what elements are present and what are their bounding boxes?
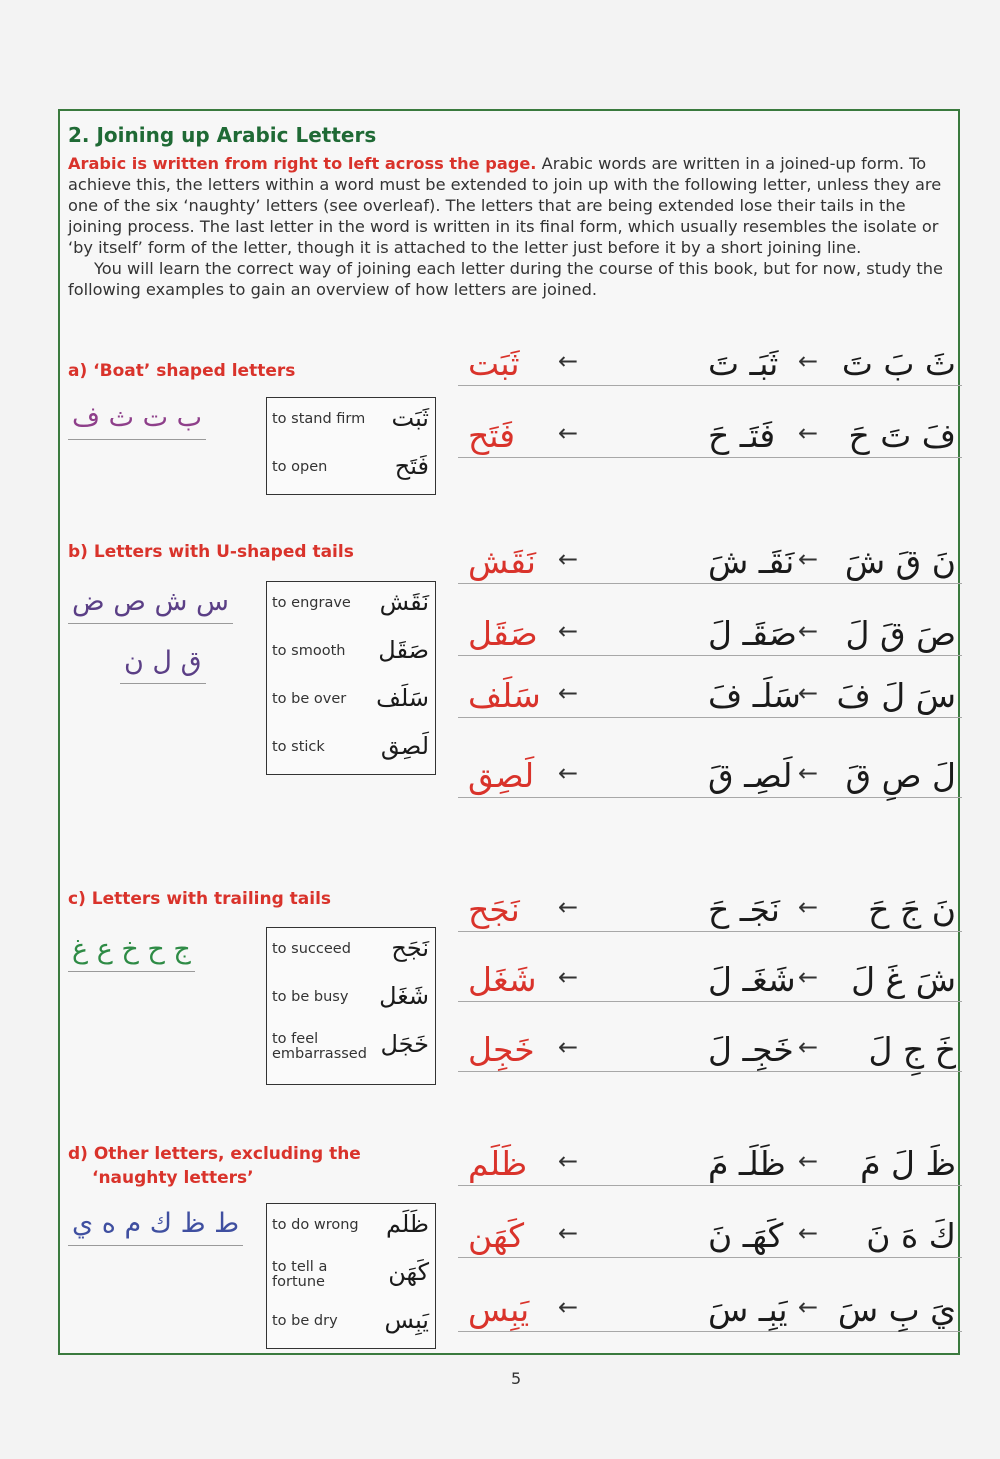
example-row bbox=[458, 397, 962, 458]
arrow-icon: ← bbox=[558, 1219, 579, 1247]
split-word: فَتَـ حَ bbox=[708, 416, 776, 455]
page-number: 5 bbox=[511, 1369, 522, 1388]
split-word: صَقَـ لَ bbox=[708, 614, 797, 653]
section-a-letters: ب ت ث ف bbox=[68, 401, 206, 440]
arrow-icon: ← bbox=[798, 1219, 819, 1247]
vocab-row bbox=[267, 1024, 435, 1084]
section-d-vocab-box bbox=[266, 1203, 436, 1349]
split-word: ثَبَـ تَ bbox=[708, 344, 779, 383]
joined-word: صَقَل bbox=[468, 614, 538, 653]
split-word: سَلَـ فَ bbox=[708, 676, 801, 715]
vocab-row bbox=[267, 1204, 435, 1252]
arrow-icon: ← bbox=[798, 1293, 819, 1321]
section-c-letters: ج ح خ ع غ bbox=[68, 933, 195, 972]
separate-letters: شَ غَ لَ bbox=[851, 960, 956, 999]
section-d-heading-line2: ‘naughty letters’ bbox=[92, 1168, 254, 1188]
section-a-heading: a) ‘Boat’ shaped letters bbox=[68, 361, 296, 381]
arrow-icon: ← bbox=[798, 893, 819, 921]
example-row bbox=[458, 871, 962, 932]
arrow-icon: ← bbox=[558, 617, 579, 645]
section-b-heading: b) Letters with U-shaped tails bbox=[68, 542, 354, 562]
vocab-english: to smooth bbox=[272, 643, 346, 659]
joined-word: سَلَف bbox=[468, 676, 541, 715]
arrow-icon: ← bbox=[558, 893, 579, 921]
example-row bbox=[458, 657, 962, 718]
vocab-english: to open bbox=[272, 459, 328, 475]
vocab-row bbox=[267, 582, 435, 630]
example-row bbox=[458, 1271, 962, 1332]
intro-paragraph-1 bbox=[68, 153, 954, 258]
separate-letters: لَ صِ قَ bbox=[845, 756, 956, 795]
separate-letters: ظَ لَ مَ bbox=[860, 1144, 956, 1183]
vocab-arabic: كَهَن bbox=[388, 1258, 429, 1286]
intro-body: Arabic words are written in a joined-up form. To achieve this, the letters within a word must be extended to join up with the following letter, unless they are one of the six ‘naughty’ letters (see overleaf). The letters that are being extended lose their tails in the joining process. The last letter in the word is written in its final form, which usually resembles the isolate or ‘by itself’ form of the letter, though it is attached to the letter just before it by a short joining line. bbox=[68, 154, 942, 257]
split-word: نَجَـ حَ bbox=[708, 890, 780, 929]
arrow-icon: ← bbox=[558, 1147, 579, 1175]
example-row bbox=[458, 325, 962, 386]
vocab-row bbox=[267, 630, 435, 678]
joined-word: شَغَل bbox=[468, 960, 537, 999]
example-row bbox=[458, 595, 962, 656]
split-word: كَهَـ نَ bbox=[708, 1216, 784, 1255]
split-word: ظَلَـ مَ bbox=[708, 1144, 786, 1183]
vocab-arabic: لَصِق bbox=[380, 732, 429, 760]
example-row bbox=[458, 1011, 962, 1072]
joined-word: لَصِق bbox=[468, 756, 535, 795]
vocab-arabic: شَغَل bbox=[379, 982, 429, 1010]
arrow-icon: ← bbox=[798, 1147, 819, 1175]
arrow-icon: ← bbox=[798, 617, 819, 645]
arrow-icon: ← bbox=[798, 679, 819, 707]
vocab-english: to be dry bbox=[272, 1313, 338, 1329]
vocab-row bbox=[267, 446, 435, 494]
separate-letters: نَ قَ شَ bbox=[844, 542, 956, 581]
separate-letters: نَ جَ حَ bbox=[868, 890, 956, 929]
arrow-icon: ← bbox=[558, 759, 579, 787]
separate-letters: يَ بِ سَ bbox=[837, 1290, 956, 1329]
vocab-arabic: نَقَش bbox=[379, 588, 429, 616]
example-row bbox=[458, 523, 962, 584]
section-b-vocab-box bbox=[266, 581, 436, 775]
separate-letters: كَ هَ نَ bbox=[866, 1216, 956, 1255]
arrow-icon: ← bbox=[798, 1033, 819, 1061]
vocab-english: to tell a fortune bbox=[272, 1259, 328, 1290]
vocab-row bbox=[267, 1300, 435, 1348]
split-word: خَجِـ لَ bbox=[708, 1030, 794, 1069]
arrow-icon: ← bbox=[798, 963, 819, 991]
section-d-letters: ط ظ ك م ه ي bbox=[68, 1207, 243, 1246]
arrow-icon: ← bbox=[558, 545, 579, 573]
vocab-row bbox=[267, 928, 435, 976]
joined-word: ثَبَت bbox=[468, 344, 520, 383]
vocab-english: to stand firm bbox=[272, 411, 366, 427]
section-d-heading bbox=[68, 1142, 361, 1190]
vocab-english: to stick bbox=[272, 739, 325, 755]
example-row bbox=[458, 941, 962, 1002]
split-word: نَقَـ شَ bbox=[708, 542, 795, 581]
section-c-vocab-box bbox=[266, 927, 436, 1085]
vocab-arabic: فَتَح bbox=[394, 452, 429, 480]
joined-word: ظَلَم bbox=[468, 1144, 528, 1183]
vocab-english: to feel embarrassed bbox=[272, 1031, 367, 1062]
vocab-row bbox=[267, 1252, 435, 1300]
vocab-arabic: خَجَل bbox=[380, 1030, 429, 1058]
joined-word: كَهَن bbox=[468, 1216, 525, 1255]
vocab-row bbox=[267, 976, 435, 1024]
vocab-english: to succeed bbox=[272, 941, 351, 957]
joined-word: فَتَح bbox=[468, 416, 516, 455]
arrow-icon: ← bbox=[558, 1033, 579, 1061]
arrow-icon: ← bbox=[798, 419, 819, 447]
split-word: يَبِـ سَ bbox=[708, 1290, 788, 1329]
section-a-vocab-box bbox=[266, 397, 436, 495]
vocab-english: to do wrong bbox=[272, 1217, 359, 1233]
section-c-heading: c) Letters with trailing tails bbox=[68, 889, 332, 909]
joined-word: نَقَش bbox=[468, 542, 536, 581]
vocab-row bbox=[267, 398, 435, 446]
vocab-arabic: نَجَح bbox=[391, 934, 429, 962]
vocab-english: to be over bbox=[272, 691, 347, 707]
vocab-arabic: ظَلَم bbox=[385, 1210, 429, 1238]
example-row bbox=[458, 737, 962, 798]
joined-word: نَجَح bbox=[468, 890, 520, 929]
arrow-icon: ← bbox=[558, 679, 579, 707]
section-b-letters-2: ق ل ن bbox=[120, 645, 206, 684]
separate-letters: ثَ بَ تَ bbox=[841, 344, 956, 383]
lesson-frame bbox=[58, 109, 960, 1355]
vocab-english: to engrave bbox=[272, 595, 351, 611]
vocab-arabic: صَقَل bbox=[378, 636, 429, 664]
separate-letters: صَ قَ لَ bbox=[845, 614, 956, 653]
arrow-icon: ← bbox=[558, 347, 579, 375]
vocab-row bbox=[267, 726, 435, 774]
arrow-icon: ← bbox=[798, 347, 819, 375]
split-word: شَغَـ لَ bbox=[708, 960, 796, 999]
example-row bbox=[458, 1125, 962, 1186]
separate-letters: سَ لَ فَ bbox=[836, 676, 956, 715]
arrow-icon: ← bbox=[798, 545, 819, 573]
arrow-icon: ← bbox=[558, 1293, 579, 1321]
joined-word: خَجِل bbox=[468, 1030, 535, 1069]
vocab-english: to be busy bbox=[272, 989, 349, 1005]
separate-letters: فَ تَ حَ bbox=[848, 416, 956, 455]
vocab-arabic: سَلَف bbox=[376, 684, 429, 712]
split-word: لَصِـ قَ bbox=[708, 756, 793, 795]
example-row bbox=[458, 1197, 962, 1258]
arrow-icon: ← bbox=[798, 759, 819, 787]
vocab-arabic: يَبِس bbox=[384, 1306, 429, 1334]
intro-highlight: Arabic is written from right to left across the page. bbox=[68, 154, 537, 173]
intro-text bbox=[68, 153, 954, 300]
section-d-heading-line1: d) Other letters, excluding the bbox=[68, 1144, 361, 1164]
vocab-row bbox=[267, 678, 435, 726]
section-b-letters-1: س ش ص ض bbox=[68, 585, 233, 624]
joined-word: يَبِس bbox=[468, 1290, 530, 1329]
page-title: 2. Joining up Arabic Letters bbox=[68, 123, 377, 147]
arrow-icon: ← bbox=[558, 963, 579, 991]
vocab-arabic: ثَبَت bbox=[391, 404, 429, 432]
separate-letters: خَ جِ لَ bbox=[868, 1030, 956, 1069]
arrow-icon: ← bbox=[558, 419, 579, 447]
intro-paragraph-2: You will learn the correct way of joining each letter during the course of this book, but for now, study the following examples to gain an overview of how letters are joined. bbox=[68, 259, 943, 299]
